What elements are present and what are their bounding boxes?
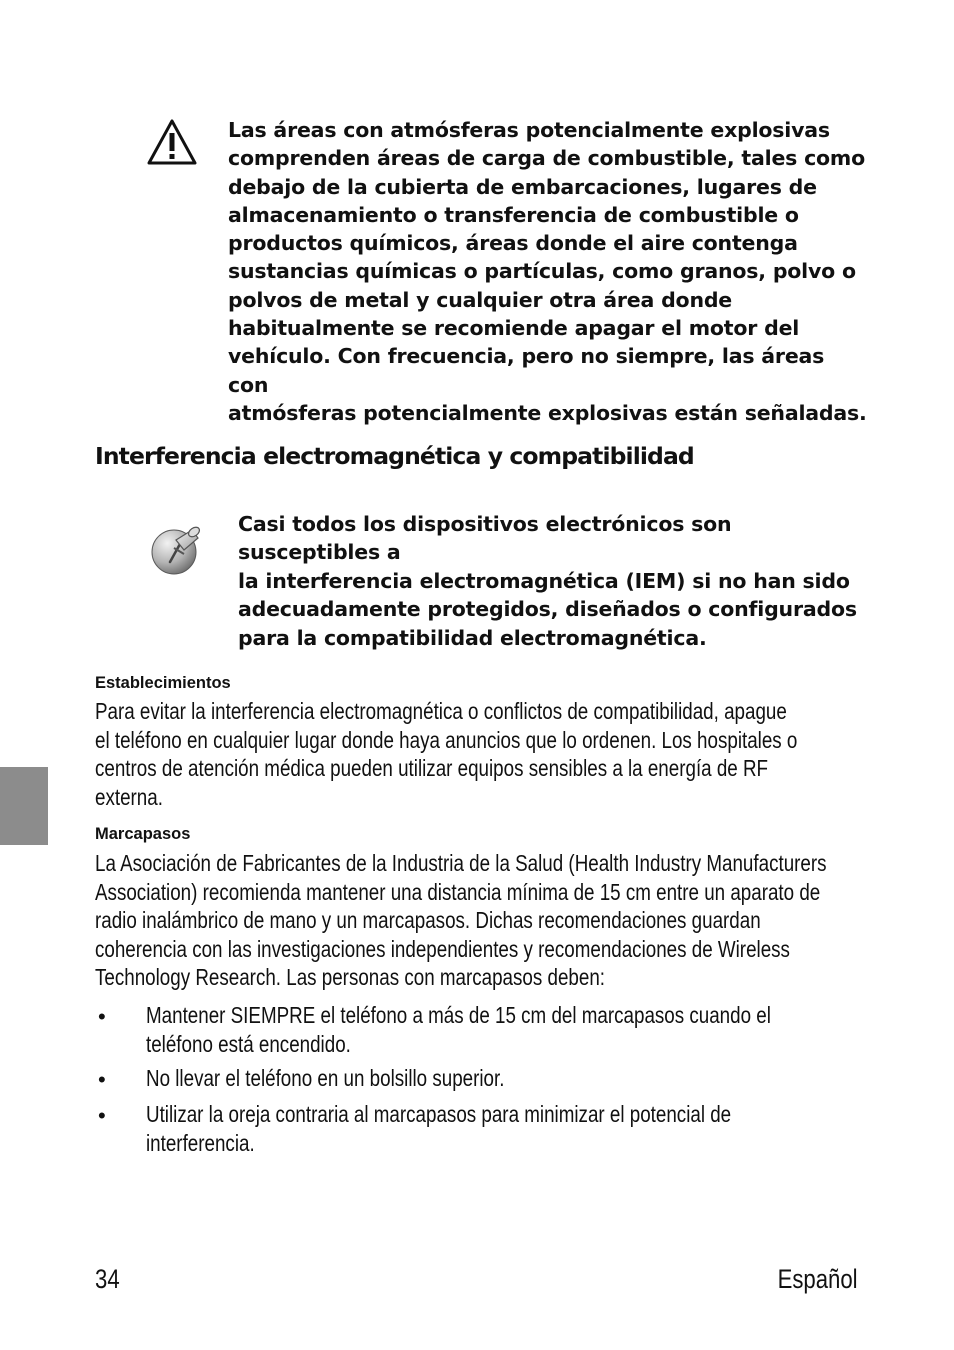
bullet-dot: • xyxy=(98,1067,106,1092)
list-item: Utilizar la oreja contraria al marcapasos para minimizar el potencial de interferencia. xyxy=(146,1101,732,1156)
warning-triangle-icon xyxy=(146,118,198,166)
list-item: Mantener SIEMPRE el teléfono a más de 15 cm del marcapasos cuando el teléfono está encendido. xyxy=(146,1002,771,1057)
marcapasos-paragraph: La Asociación de Fabricantes de la Industria de la Salud (Health Industry Manufacturers Association) recomienda mantener una distancia mínima de 15 cm entre un aparato de radio inalámbrico de mano y un marcapasos. Dichas recomendaciones guardan coherencia con las investigaciones independientes y recomendaciones de Wireless Technology Research. Las personas con marcapasos deben: xyxy=(95,850,827,990)
bullet-dot: • xyxy=(98,1004,106,1029)
marcapasos-heading: Marcapasos xyxy=(95,825,191,843)
section-side-tab xyxy=(0,767,48,845)
list-item: No llevar el teléfono en un bolsillo superior. xyxy=(146,1065,505,1091)
page-number: 34 xyxy=(95,1264,120,1294)
bullet-dot: • xyxy=(98,1103,106,1128)
warning-text: Las áreas con atmósferas potencialmente explosivas comprenden áreas de carga de combustible, tales como debajo de la cubierta de embarcaciones, lugares de almacenamiento o transferencia de combustible o productos químicos, áreas donde el aire contenga sustancias químicas o partículas, como granos, polvo o polvos de metal y cualquier otra área donde habitualmente se recomiende apagar el motor del vehículo. Con frecuencia, pero no siempre, las áreas con atmósferas potencialmente explosivas están señaladas. xyxy=(228,118,867,425)
establecimientos-heading: Establecimientos xyxy=(95,674,231,692)
note-text: Casi todos los dispositivos electrónicos son susceptibles a la interferencia electromagnética (IEM) si no han sido adecuadamente protegidos, diseñados o configurados para la compatibilidad electromagnética. xyxy=(238,512,857,650)
pushpin-note-icon xyxy=(148,518,208,578)
section-title: Interferencia electromagnética y compatibilidad xyxy=(95,442,694,470)
footer-language: Español xyxy=(777,1264,858,1294)
establecimientos-paragraph: Para evitar la interferencia electromagnética o conflictos de compatibilidad, apague el teléfono en cualquier lugar donde haya anuncios que lo ordenen. Los hospitales o centros de atención médica pueden utilizar equipos sensibles a la energía de RF externa. xyxy=(95,698,798,810)
